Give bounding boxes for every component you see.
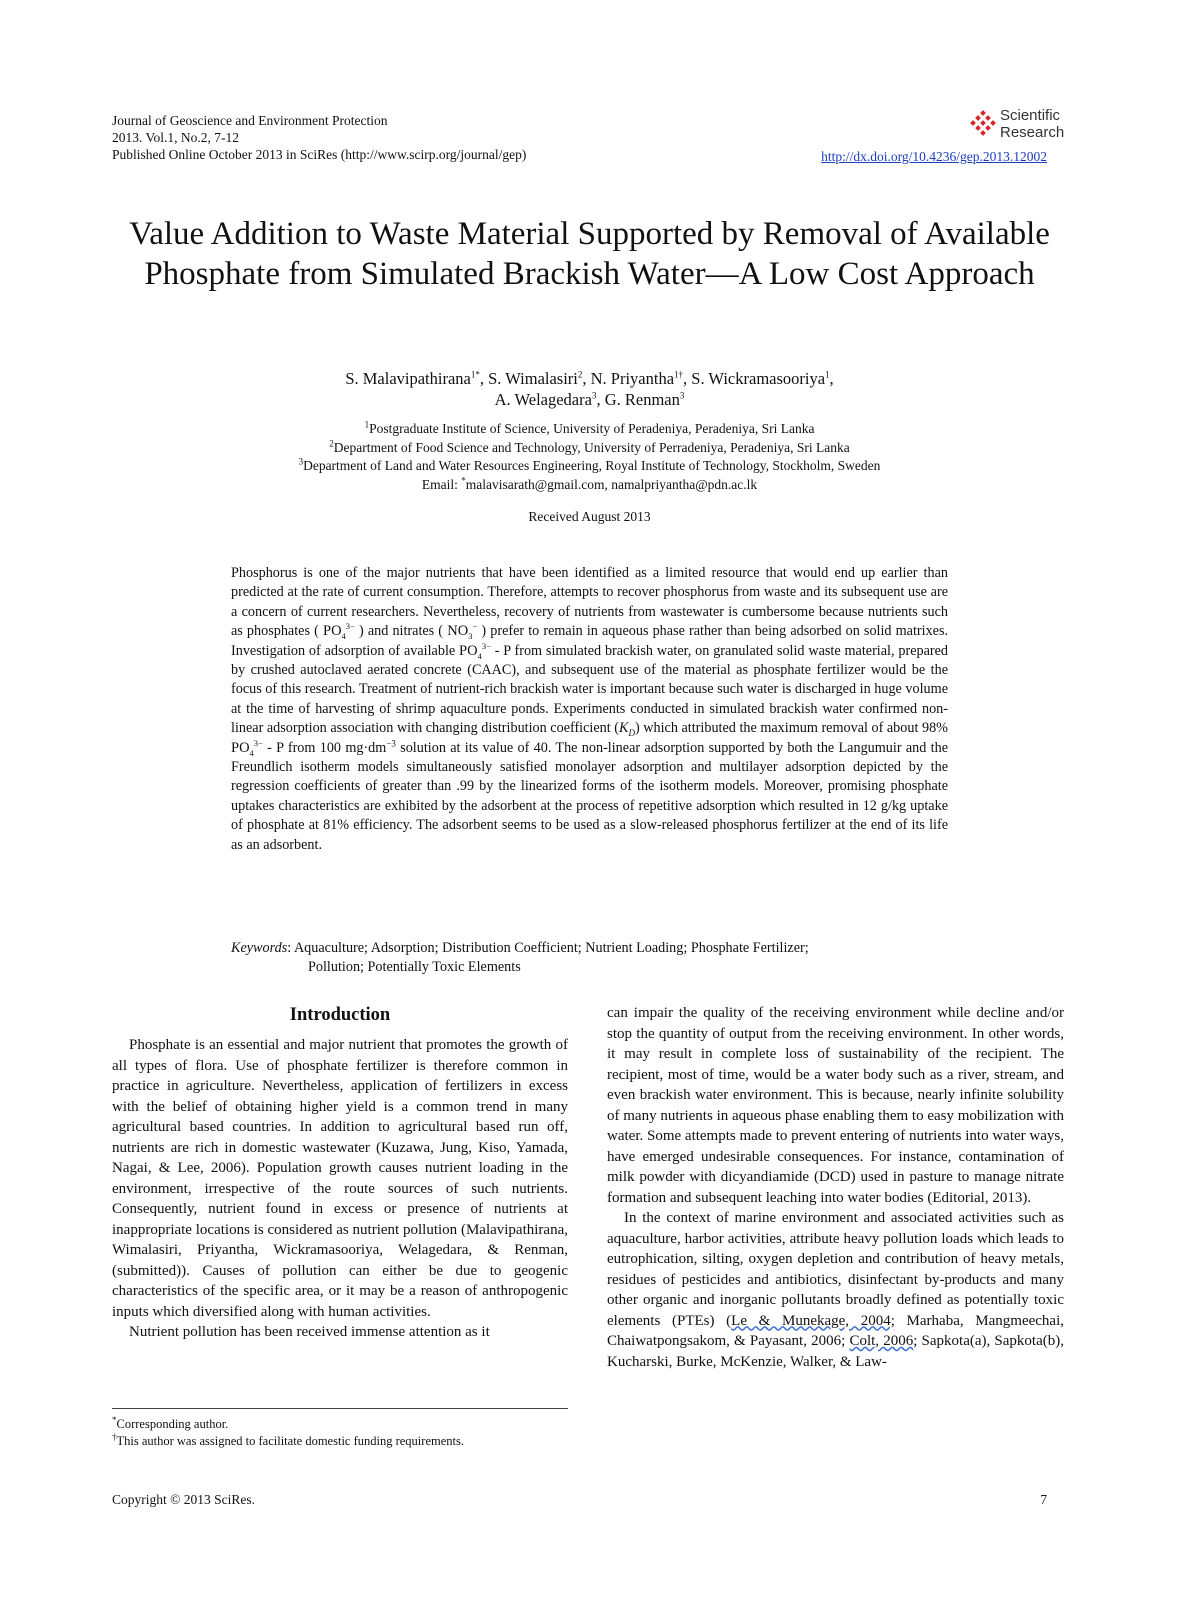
- author-name: N. Priyantha: [590, 369, 675, 388]
- affil-number: 2: [329, 438, 334, 448]
- abstract-segment: ) prefer to remain in aqueous phase rather than being adsorbed on solid matrixes. Investigation of adsorption of available: [231, 623, 949, 659]
- intro-paragraph: [607, 1208, 1064, 1372]
- affiliation-line: [112, 439, 1067, 458]
- intro-paragraph: can impair the quality of the receiving environment while decline and/or stop the quantity of output from the receiving environment. In other words, it may result in complete loss of sustainability of the recipient. The recipient, most of time, would be a water body such as a river, stream, and even brackish water environment. This is because, nearly infinite solubility of many nutrients in aqueous phase enabling them to easy mobilization with water. Some attempts made to prevent entering of nutrients into water ways, have emerged undesirable consequences. For instance, contamination of milk powder with dicyandiamide (DCD) used in pasture to manage nitrate formation and subsequent leaching into water bodies (Editorial, 2013).: [607, 1005, 1064, 1206]
- keywords-line: Pollution; Potentially Toxic Elements: [308, 959, 521, 976]
- formula-phosphate: $PO_4^{3-}$: [323, 621, 355, 642]
- intro-paragraph: Phosphate is an essential and major nutrient that promotes the growth of all types of flora. Use of phosphate fertilizer is therefore common in practice in agriculture. Nevertheless, application of fertilizers in excess with the belief of obtaining higher yield is a common trend in many agricultural based countries. In addition to agricultural based run off, nutrients are rich in domestic wastewater (Kuzawa, Jung, Kiso, Yamada, Nagai, & Lee, 2006). Population growth causes nutrient loading in the environment, irrespective of the route sources of such nutrients. Consequently, nutrient found in excess or presence of nutrients at inappropriate locations is considered as nutrient pollution (Malavipathirana, Wimalasiri, Priyantha, Wickramasooriya, Welagedara, & Renman, (submitted)). Causes of pollution can either be due to geogenic characteristics of the specific area, or it may be a reason of anthropogenic inputs which diversified along with human activities.: [112, 1037, 568, 1320]
- unit-exponent: −3: [386, 737, 396, 748]
- affil-text: Postgraduate Institute of Science, University of Peradeniya, Peradeniya, Sri Lanka: [369, 421, 815, 436]
- footnote-marker: *: [112, 1414, 117, 1425]
- footnotes: [112, 1416, 568, 1450]
- footnote-marker: †: [112, 1431, 117, 1442]
- abstract-text: [231, 564, 948, 855]
- paragraph-segment: Marhaba, Mangmeechai, Chaiwatpongsakom, & Payasant, 2006;: [607, 1312, 1064, 1349]
- abstract-segment: ) which attributed the maximum removal of about 98%: [634, 720, 948, 737]
- citation-link[interactable]: Le & Munekage, 2004;: [731, 1312, 895, 1329]
- formula-nitrate: $NO_3^-$: [447, 621, 478, 642]
- abstract-segment: - P from 100 mg·dm: [262, 739, 387, 756]
- formula-phosphate: $PO_4^{3-}$: [459, 640, 491, 661]
- keywords: [231, 939, 948, 978]
- footnote-divider: [112, 1408, 568, 1409]
- footnote-text: Corresponding author.: [116, 1417, 229, 1431]
- paper-title: Value Addition to Waste Material Supported by Removal of Available Phosphate from Simulated Brackish Water—A Low Cost Approach: [129, 216, 1050, 292]
- page-number: 7: [1040, 1492, 1047, 1507]
- affiliation-line: [112, 457, 1067, 476]
- abstract: [231, 564, 948, 855]
- journal-name: Journal of Geoscience and Environment Protection: [112, 113, 388, 128]
- author-affil-marker: 3: [591, 390, 597, 401]
- keywords-list: : Aquaculture; Adsorption; Distribution Coefficient; Nutrient Loading; Phosphate Fertilizer;: [287, 940, 809, 956]
- keywords-label: Keywords: [231, 940, 288, 956]
- author-name: S. Wimalasiri: [488, 369, 578, 388]
- affil-number: 1: [364, 419, 370, 430]
- author-affil-marker: 3: [679, 390, 685, 401]
- intro-paragraph: Nutrient pollution has been received immense attention as it: [129, 1324, 490, 1340]
- kd-symbol: $K_D$: [619, 720, 635, 739]
- email-addresses[interactable]: malavisarath@gmail.com, namalpriyantha@pdn.ac.lk: [465, 476, 758, 492]
- affil-text: Department of Food Science and Technology, University of Perradeniya, Peradeniya, Sri Lanka: [333, 439, 850, 455]
- journal-volume: 2013. Vol.1, No.2, 7-12: [112, 130, 240, 145]
- abstract-segment: - P from simulated brackish water, on granulated solid waste material, prepared by crushed autoclaved aerated concrete (CAAC), and subsequent use of the material as phosphate fertilizer would be the focus of this research. Treatment of nutrient-rich brackish water is important because such water is discharged in huge volume at the time of harvesting of shrimp aquaculture ponds. Experiments conducted in simulated brackish water confirmed non-linear adsorption association with changing distribution coefficient (: [231, 642, 949, 737]
- copyright: Copyright © 2013 SciRes.: [112, 1492, 256, 1507]
- journal-published: Published Online October 2013 in SciRes (http://www.scirp.org/journal/gep): [112, 147, 527, 162]
- logo-diamond-icon: [968, 110, 998, 140]
- affil-text: Department of Land and Water Resources Engineering, Royal Institute of Technology, Stockholm, Sweden: [303, 458, 881, 473]
- author-affil-marker: 1: [825, 369, 830, 380]
- email-label: Email:: [421, 476, 462, 492]
- formula-phosphate: $PO_4^{3-}$: [231, 737, 263, 758]
- author-name: G. Renman: [604, 390, 680, 409]
- abstract-segment: ) and nitrates (: [359, 623, 444, 640]
- footnote: [112, 1416, 568, 1433]
- author-name: S. Wickramasooriya: [691, 369, 826, 388]
- affiliation-line: [112, 420, 1067, 439]
- author-affil-marker: 1†: [674, 369, 684, 380]
- footnote: [112, 1433, 568, 1450]
- paragraph-segment: In the context of marine environment and associated activities such as aquaculture, harbor activities, attribute heavy pollution loads which leads to eutrophication, silting, oxygen depletion and contribution of heavy metals, residues of pesticides and antibiotics, disinfectant by-products and many other organic and inorganic pollutants broadly defined as potentially toxic elements (PTEs) (: [607, 1210, 1064, 1329]
- author-name: S. Malavipathirana: [345, 369, 471, 388]
- affil-number: 3: [298, 456, 304, 467]
- author-affil-marker: 2: [577, 369, 583, 380]
- logo-line-research: Research: [1000, 124, 1065, 141]
- keywords-line: [231, 939, 948, 958]
- scientific-research-logo: [968, 107, 1064, 143]
- received-date: Received August 2013: [528, 509, 651, 524]
- paragraph-segment: ; Sapkota(a), Sapkota(b), Kucharski, Burke, McKenzie, Walker, & Law-: [607, 1333, 1064, 1370]
- author-affil-marker: 1*: [470, 369, 480, 380]
- journal-header: [112, 112, 526, 163]
- author-name: A. Welagedara: [494, 390, 592, 409]
- section-heading-introduction: Introduction: [289, 1005, 391, 1025]
- email-line: [112, 476, 1067, 495]
- logo-line-scientific: Scientific: [1000, 107, 1061, 124]
- left-column: [112, 1003, 568, 1343]
- email-marker: *: [461, 475, 466, 485]
- author-list: S. Malavipathirana$^{1*}$, S. Wimalasiri$^2$, N. Priyantha$^{1\dagger}$, S. Wickramasooriya$^1$, A. Welagedara$^3$, G. Renman$^3$: [345, 369, 834, 409]
- right-column: [607, 1003, 1064, 1372]
- abstract-segment: solution at its value of 40. The non-linear adsorption supported by both the Langumuir and the Freundlich isotherm models simultaneously satisfied monolayer adsorption and multilayer adsorption depicted by the regression coefficients of greater than .99 by the linearized forms of the isotherm models. Moreover, promising phosphate uptakes characteristics are exhibited by the adsorbent at the process of repetitive adsorption which resulted in 12 g/kg uptake of phosphate at 81% efficiency. The adsorbent seems to be used as a slow-released phosphorus fertilizer at the end of its life as an adsorbent.: [231, 739, 948, 853]
- affiliations: [112, 420, 1067, 494]
- footnote-text: This author was assigned to facilitate domestic funding requirements.: [116, 1434, 464, 1448]
- doi-link[interactable]: http://dx.doi.org/10.4236/gep.2013.12002: [821, 149, 1047, 164]
- citation-link[interactable]: Colt, 2006: [849, 1333, 914, 1349]
- abstract-segment: Phosphorus is one of the major nutrients that have been identified as a limited resource that would end up earlier than predicted at the rate of current consumption. Therefore, attempts to recover phosphorus from waste and its subsequent use are a concern of current researchers. Nevertheless, recovery of nutrients from wastewater is cumbersome because nutrients such as phosphates (: [231, 565, 948, 640]
- logo-text: [1000, 107, 1064, 141]
